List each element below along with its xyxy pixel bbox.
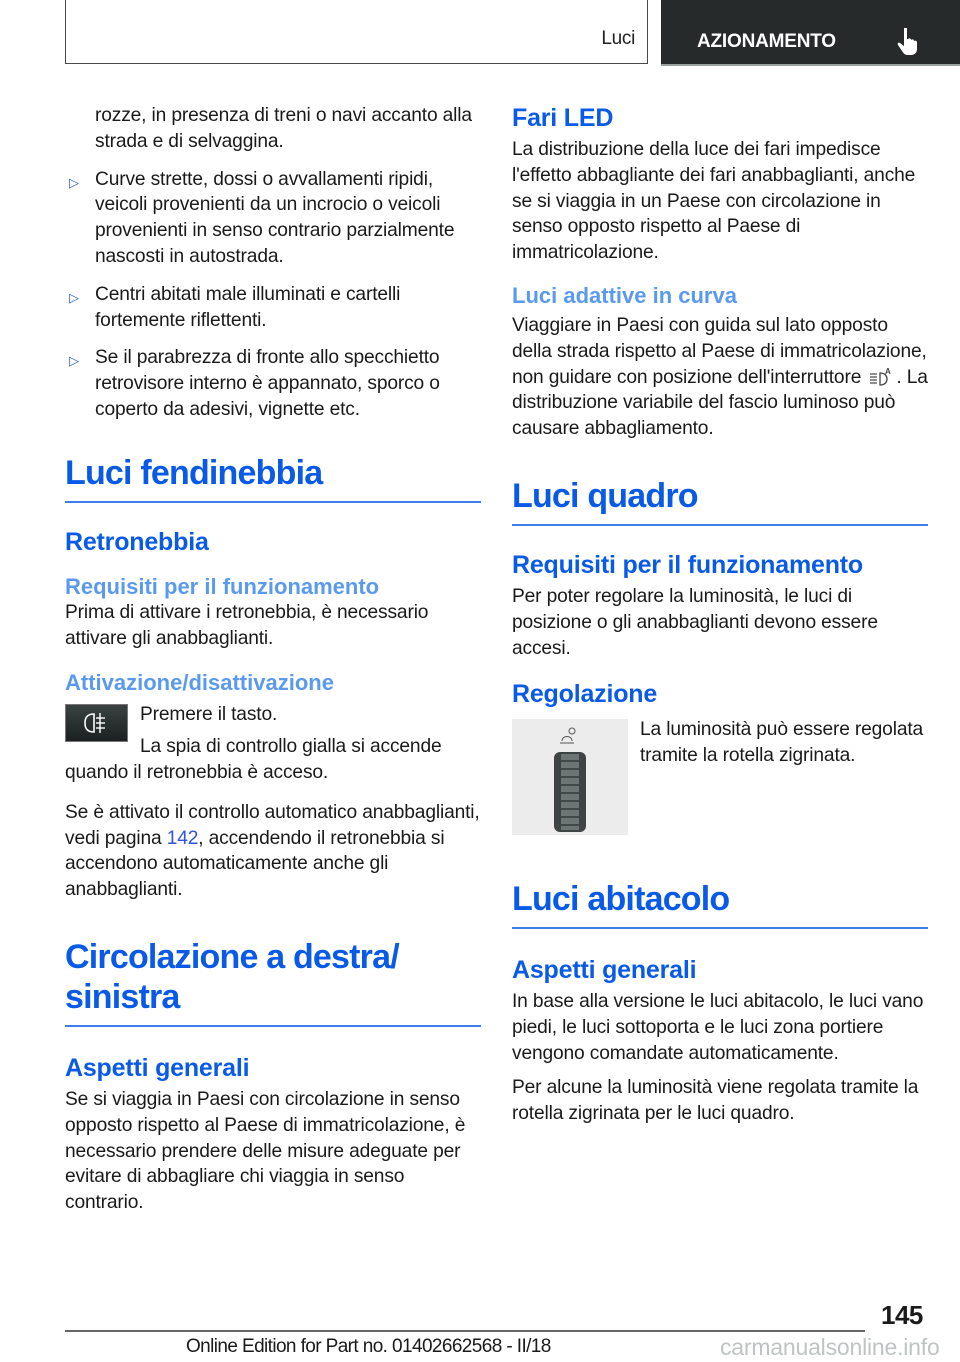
fog-lights-title: Luci fendinebbia	[65, 453, 481, 503]
list-item: ▷ Centri abitati male illuminati e cartelli fortemente riflettenti.	[69, 283, 401, 331]
right-column	[512, 103, 928, 1126]
svg-text:A: A	[885, 366, 892, 376]
rear-fog-subtitle: Retronebbia	[65, 527, 209, 556]
triangle-bullet-icon: ▷	[69, 353, 79, 369]
led-headlights-title: Fari LED	[512, 104, 614, 132]
fog-auto-text: Se è attivato il controllo automatico anabbaglianti, vedi pagina 142, accendendo il retronebbia si accendono automaticamente anche gli anabbaglianti.	[65, 801, 480, 901]
header-chapter-label: AZIONAMENTO	[697, 31, 836, 52]
adaptive-lights-heading: Luci adattive in curva	[512, 282, 737, 308]
page-link-142[interactable]: 142	[166, 827, 199, 849]
footer-watermark: carmanualsonline.info	[720, 1334, 940, 1360]
fog-requirements-heading: Requisiti per il funzionamento	[65, 573, 380, 599]
page-number: 145	[881, 1300, 923, 1330]
triangle-bullet-icon: ▷	[69, 289, 79, 305]
header-chapter-tab	[661, 0, 960, 66]
list-item: ▷ Se il parabrezza di fronte allo specchietto retrovisore interno è appannato, sporco o coperto da adesivi, vignette etc.	[69, 347, 440, 420]
left-column	[65, 103, 481, 1216]
traffic-general-heading: Aspetti generali	[65, 1053, 250, 1082]
condition-list	[65, 167, 481, 423]
interior-general-heading: Aspetti generali	[512, 956, 697, 985]
traffic-side-title: Circolazione a destra/ sinistra	[65, 937, 481, 1027]
instrument-lights-title: Luci quadro	[512, 476, 928, 526]
fog-indicator-text: La spia di controllo gialla si accende quando il retronebbia è acceso.	[65, 736, 442, 783]
led-headlights-text: La distribuzione della luce dei fari impedisce l'effetto abbagliante dei fari anabbaglianti, anche se si viaggia in un Paese con circolazione in senso opposto rispetto al Paese di immatricolazione.	[512, 139, 916, 264]
traffic-general-text: Se si viaggia in Paesi con circolazione in senso opposto rispetto al Paese di immatricolazione, è necessario prendere delle misure adeguate per evitare di abbagliare chi viaggia in senso contrario.	[65, 1088, 466, 1214]
interior-lights-title: Luci abitacolo	[512, 879, 928, 929]
instrument-adjustment-block	[512, 717, 928, 845]
fog-activation-heading: Attivazione/disattivazione	[65, 670, 334, 696]
fog-activation-block	[65, 702, 481, 785]
hand-pointer-icon	[897, 26, 919, 56]
instrument-requirements-heading: Requisiti per il funzionamento	[512, 550, 863, 579]
rear-fog-button-image	[65, 704, 128, 742]
thumbwheel-image	[512, 719, 628, 835]
interior-brightness-text: Per alcune la luminosità viene regolata tramite la rotella zigrinata per le luci quadro.	[512, 1076, 919, 1124]
fog-activation-step: Premere il tasto.	[140, 704, 278, 726]
header-section-tab	[65, 0, 648, 64]
intro-continuation: rozze, in presenza di treni o navi accanto alla strada e di selvaggina.	[95, 105, 472, 152]
fog-requirements-text: Prima di attivare i retronebbia, è necessario attivare gli anabbaglianti.	[65, 601, 429, 649]
instrument-adjustment-text: La luminosità può essere regolata tramite la rotella zigrinata.	[640, 719, 924, 767]
adaptive-headlight-switch-icon	[866, 366, 896, 386]
triangle-bullet-icon: ▷	[69, 174, 79, 190]
adaptive-lights-text: Viaggiare in Paesi con guida sul lato opposto della strada rispetto al Paese di immatricolazione, non guidare con posizione dell'interruttore A . La distribuzione variabile del fascio luminoso può causare abbagliamento.	[512, 314, 928, 440]
interior-general-text: In base alla versione le luci abitacolo, le luci vano piedi, le luci sottoporta e le luci zona portiere vengono comandate automaticamente.	[512, 991, 924, 1064]
thumbwheel-icon	[512, 719, 628, 835]
header-section-label: Luci	[601, 28, 635, 49]
footer-edition: Online Edition for Part no. 01402662568 - II/18	[186, 1336, 551, 1357]
list-item: ▷ Curve strette, dossi o avvallamenti ripidi, veicoli provenienti da un incrocio o veicoli provenienti in senso contrario parzialmente nascosti in autostrada.	[69, 168, 455, 267]
instrument-adjustment-heading: Regolazione	[512, 680, 658, 709]
rear-fog-light-icon	[66, 705, 127, 741]
instrument-requirements-text: Per poter regolare la luminosità, le luci di posizione o gli anabbaglianti devono essere accesi.	[512, 585, 878, 659]
footer-divider	[65, 1330, 865, 1332]
